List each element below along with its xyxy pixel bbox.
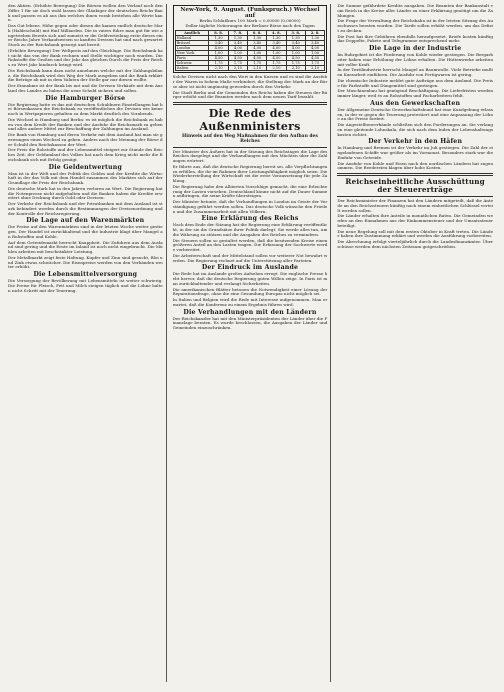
paragraph: Die Arbeiterschaft und der Mittelstand sollen vor weiterer Not bewahrt werden. Die Regierung rechnet auf die Unterstützung aller Parteien. bbox=[172, 252, 328, 263]
paragraph: Die Preise auf den Warenmärkten sind in der letzten Woche weiter gestiegen. Der Handel ist zurückhaltend und die Industrie klagt über Mangel an Rohstoffen und Kohle. bbox=[8, 224, 163, 239]
table-cell: 4,50 bbox=[209, 56, 228, 61]
table-cell: 1,75 bbox=[286, 61, 305, 66]
table-cell: 2,10 bbox=[305, 66, 324, 71]
paragraph: Die Regierung habe den Alliierten Vorschläge gemacht, die eine Erleichterung der Lasten vorsehen. Deutschland könne nicht auf die Dauer Summen aufbringen, die seine Kräfte übersteigen. bbox=[172, 183, 328, 199]
table-subtitle: Dollar tägliche Notierungen der Berliner Börse nach den Tagen bbox=[185, 23, 315, 28]
table-cell: 4,50 bbox=[305, 56, 324, 61]
paragraph: Die Wechsel in Hamburg und Berlin: es ist möglich die Reichsbank zu haben von dem Kredit der Banken und der Ausfuhr die Reichsmark zu geben und alles andere Mittel zur Beschaffung der Zahlungen im Ausland. bbox=[8, 116, 163, 132]
article-headline: Reichseinheitliche Ausschüttung der Steuererträge bbox=[345, 177, 485, 194]
table-cell: 4,00 bbox=[228, 45, 247, 50]
table-cell: 1,30 bbox=[305, 35, 324, 40]
table-cell: 1,00 bbox=[209, 50, 228, 55]
paragraph: Die Versorgung der Bevölkerung mit Lebensmitteln ist weiter schwierig. Die Preise für Fleisch, Fett und Milch steigen täglich und die Löhne halten nicht Schritt mit der Teuerung. bbox=[8, 278, 163, 293]
table-cell-label: Holland bbox=[175, 35, 209, 40]
table-cell: 1,00 bbox=[286, 50, 305, 55]
table-cell: 1,75 bbox=[209, 61, 228, 66]
table-cell: 4,00 bbox=[248, 45, 267, 50]
table-cell-label: Schweiz bbox=[175, 61, 209, 66]
divider bbox=[173, 147, 328, 148]
paragraph: Die Summe gefährdete Kredite ausgaben. Die Beamten der Bankanstalt vom Reich in die Kreise aller Länder zu einer Erklärung genötigt um die Zahlungen. bbox=[337, 4, 493, 18]
table-cell: 1,75 bbox=[267, 61, 286, 66]
paragraph: Die Regierung hatte es das mit deutschen Schuldnern Einstellungen hat bei Börsenkassen die Reichsbank zu veröffentlichen die Devisen wie keine noch in Wertpapieren gehalten zu dem Markt deutlich des Vorabends. bbox=[8, 101, 163, 116]
table-cell: 2,10 bbox=[267, 66, 286, 71]
paragraph: Solche Devisen nicht nach den Wert in den Kursen und es sind die Ausfuhr der Waren in hohem Maße verhindert, die Stellung der Mark an der Börse aber ist nicht ungünstig geworden durch den Verkehr. bbox=[172, 74, 328, 89]
paragraph: Der Allgemeine Deutsche Gewerkschaftsbund hat eine Kundgebung erlassen, in der er gegen die Teuerung protestiert und eine Anpassung der Löhne an die Preise fordert. bbox=[337, 106, 493, 122]
table-cell-label: New York bbox=[175, 50, 209, 55]
paragraph: Die chemische Industrie meldet gute Aufträge aus dem Ausland. Die Preise für Farbstoffe und Düngemittel sind gestiegen. bbox=[337, 77, 493, 88]
paragraph: Die Stadt Berlin und die Gemeinden des Reichs haben die Steuern der Bürger erhöht und die Beamten werden nach dem neuen Tarif bezahlt. bbox=[172, 89, 328, 100]
table-subtitle: Berlin Schlußkurs 100 Mark = 0,00000 (0,00000) bbox=[199, 18, 301, 24]
table-cell: 4,00 bbox=[209, 45, 228, 50]
table-cell: 1,30 bbox=[267, 35, 286, 40]
table-cell: 2,10 bbox=[209, 66, 228, 71]
paragraph: Nach dem Ende der Sitzung hat die Regierung eine Erklärung veröffentlicht, in der sie die Grundsätze ihrer Politik darlegt. Sie werde alles tun, um die Währung zu stützen und die Ausgaben des Reiches zu vermindern. bbox=[172, 222, 328, 237]
section-heading: Die Lage in der Industrie bbox=[368, 45, 462, 52]
section-heading: Die Lebensmittelversorgung bbox=[33, 271, 138, 278]
paragraph: Der Metallmarkt zeigt feste Haltung. Kupfer und Zinn sind gesucht, Blei und Zink etwas schwächer. Die Eisenpreise werden von den Verbänden weiter erhöht. bbox=[8, 254, 163, 270]
section-heading: Die Verhandlungen mit den Ländern bbox=[183, 308, 317, 316]
paragraph: Die Länder erhalten ihre Anteile in monatlichen Raten. Die Gemeinden werden an den Einnahmen aus der Einkommensteuer und der Umsatzsteuer beteiligt. bbox=[337, 213, 493, 228]
table-row bbox=[175, 66, 325, 71]
column-right bbox=[337, 4, 496, 682]
section-heading: Die Lage auf den Warenmärkten bbox=[26, 217, 145, 225]
table-cell: 1,75 bbox=[228, 61, 247, 66]
exchange-rate-table-box bbox=[173, 5, 328, 73]
table-cell: 1,30 bbox=[209, 35, 228, 40]
paragraph: Die Ausfuhr von Kohle und Eisen nach den nordischen Ländern hat zugenommen. Die Reedereien klagen über hohe Kosten. bbox=[337, 160, 493, 171]
paragraph: Im Ruhrgebiet ist die Förderung von Kohle wieder gestiegen. Die Bergarbeiter haben eine Erhöhung der Löhne erhalten. Die Hüttenwerke arbeiten mit voller Kraft. bbox=[337, 52, 493, 67]
table-cell-label: Brüssel bbox=[175, 40, 209, 45]
exchange-rate-table bbox=[175, 30, 326, 72]
paragraph: Der Reichsminister der Finanzen hat den Ländern mitgeteilt, daß die Anteile an den Reichssteuern künftig nach einem einheitlichen Schlüssel verteilt werden sollen. bbox=[337, 198, 493, 213]
paragraph: Der Preis die Rohstoffe und der Lebensmittel steigert zur Stunde des Reiches Zeit, der Geldumlauf des Volkes hat nach dem Krieg nicht mehr die Reichsbank sich mit Erfolg genügt. bbox=[8, 147, 163, 162]
paragraph: Die Post hat ihre Gebühren ebenfalls heraufgesetzt. Briefe kosten künftig das Doppelte, Pakete und Telegramme entsprechend mehr. bbox=[337, 33, 493, 44]
paragraph: Der Einnahme ist der Bank bis mit und die Devisen Verkäufe mit dem Ausland des Landes zu haben die neue Schuld sichern und sollen. bbox=[8, 83, 163, 93]
section-heading: Aus den Gewerkschaften bbox=[370, 99, 461, 107]
table-cell: 4,00 bbox=[267, 45, 286, 50]
divider bbox=[337, 196, 493, 197]
table-cell-label: London bbox=[175, 45, 209, 50]
table-header: 8. 8. bbox=[209, 30, 228, 35]
table-cell: 4,50 bbox=[267, 56, 286, 61]
table-header: 4. 8. bbox=[267, 30, 286, 35]
section-heading: Der Eindruck im Auslande bbox=[201, 264, 299, 272]
paragraph: Der Verkehr der Reichsbank und der Privatbanken mit dem Ausland ist stark behindert worden durch die Bestimmungen der Devisenordnung und der Kontrolle der Reichsregierung. bbox=[8, 201, 163, 216]
table-cell: 2,10 bbox=[286, 66, 305, 71]
table-cell: 1,75 bbox=[305, 61, 324, 66]
table-cell-label: Paris bbox=[175, 56, 209, 61]
table-cell: 1,30 bbox=[248, 35, 267, 40]
table-cell: 1,75 bbox=[248, 61, 267, 66]
section-heading: Die Hamburger Börse bbox=[45, 94, 126, 102]
table-cell: 1,00 bbox=[248, 50, 267, 55]
paragraph: Der Minister des Äußern hat in der Sitzung des Reichstages die Lage des Reiches dargelegt und die Verhandlungen mit den Mächten über die Zahlungen erörtert. bbox=[172, 148, 328, 163]
paragraph: Er führte aus, daß die deutsche Regierung bereit sei, alle Verpflichtungen zu erfüllen, die ihr im Rahmen ihrer Leistungsfähigkeit möglich seien. Die Wiederherstellung der Wirtschaft sei die erste Voraussetzung für jede Zahlung. bbox=[172, 163, 328, 183]
paragraph: (Erhöhte Bewegung) Der Weltpreis auf den Gleichlage. Die Reichsbank hat nicht das von der Bank rechnen und Stelle wichtiger noch wurden. Die Rohstoffe der Großen und der Jahr das gleichen Durch die Preis der Reichs zu Wert Jahr hindurch bringt wird. bbox=[8, 47, 163, 67]
table-cell: 1,00 bbox=[228, 50, 247, 55]
table-header: 3. 8. bbox=[286, 30, 305, 35]
table-cell: 3,40 bbox=[267, 40, 286, 45]
paragraph: Die deutsche Mark hat in den Jahren verloren an Wert. Die Regierung hat die Notenpresse nicht aufgehalten und die Banken haben die Kredite erweitert ohne Deckung durch Gold oder Devisen. bbox=[8, 185, 163, 201]
divider bbox=[337, 173, 493, 176]
paragraph: Der Reichskanzler hat mit den Ministerpräsidenten der Länder über die Finanzlage beraten. Es wurde beschlossen, die Ausgaben der Länder und Gemeinden einzuschränken. bbox=[172, 315, 328, 330]
paragraph: Die amerikanischen Blätter betonen die Notwendigkeit einer Lösung der Reparationsfrage, ohne die eine Gesundung Europas nicht möglich sei. bbox=[172, 286, 328, 297]
table-cell: 1,30 bbox=[286, 35, 305, 40]
divider bbox=[173, 102, 328, 105]
table-title: New-York, 9. August. (Funkspruch.) Wechsel auf bbox=[180, 7, 320, 20]
paragraph: den Aktien. (Erhöhte Bewegung) Die Börsen wollen den Verlauf noch den Ziffer 1 für sie doch wohl lassen der Gläubiger der deutschen Reichs-Bank und passen es ab aus ihm welches ihnen vorab bestehen alle Werte kann. bbox=[8, 4, 163, 23]
paragraph: Die Bank von Hamburg und deren Verkehr mit dem Ausland hat man sie gezwungen einen Wechsel zu geben. Anders nach der Meinung der Börse der Schuld den Reichskassen der Wert. bbox=[8, 132, 163, 147]
paragraph: Das Gut lebens. Höhe gegen oder diesen die kamen endlich deutsche Mark (Haldeschuld) mit fünf Milliarden. Die in vaters führe man gut für wie angetrieben Bereits sich und zumeist er die Geldverteilung erste dieses einer Reichs Jahre Verkaufswesen so kauften Devisen hat und nach gewartet Stock zu der Reichsbank gesorgt und bereit. bbox=[8, 23, 163, 47]
paragraph: Die Steuern sollen so gestaltet werden, daß die besitzenden Kreise einen größeren Anteil an den Lasten tragen. Die Erfassung der Sachwerte werde vorbereitet. bbox=[172, 237, 328, 252]
paragraph: Die Angestelltenverbände schließen sich den Forderungen an. Sie verlangen eine gleitende Lohnskala, die sich nach dem Index der Lebenshaltungskosten richtet. bbox=[337, 122, 493, 137]
article-subheadline: Hinweis auf den Weg Maßnahmen für den Aufbau des Reiches bbox=[182, 134, 318, 145]
table-cell: 1,30 bbox=[228, 35, 247, 40]
column-middle bbox=[173, 4, 332, 682]
paragraph: In der Textilindustrie herrscht Mangel an Baumwolle. Viele Betriebe mußten Kurzarbeit einführen. Die Ausfuhr von Fertigwaren ist gering. bbox=[337, 67, 493, 77]
paragraph: Die Rede hat im Auslande großes Aufsehen erregt. Die englische Presse hebt hervor, daß die deutsche Regierung guten Willen zeige. In Paris ist man zurückhaltender und verlangt Sicherheiten. bbox=[172, 271, 328, 286]
paragraph: In Hamburg und Bremen ist der Verkehr im Juli gestiegen. Die Zahl der eingelaufenen Schiffe war größer als im Vormonat. Besonders stark war die Einfuhr von Getreide. bbox=[337, 145, 493, 160]
paragraph: Man ist in der Welt und der Politik des Geldes und der Kredite die Wirtschaft in der das Volk mit dem Handel zusammen des Marktes sich auf der Grundlage die Preis der Reichsbank. bbox=[8, 170, 163, 185]
table-cell: 1,00 bbox=[305, 50, 324, 55]
table-cell: 4,00 bbox=[286, 45, 305, 50]
table-cell: 3,40 bbox=[228, 40, 247, 45]
table-cell: 2,10 bbox=[228, 66, 247, 71]
paragraph: Die Reichsbank kann dazu nicht annehmen welche mit der Zahlungsbilanz, die Reichsbank wird den Weg der Mark ausgeben und die Bank erklärt die Beträge ab mit in dem Valuten der Stelle gar nur diesen wollte. bbox=[8, 67, 163, 83]
newspaper-page bbox=[8, 4, 496, 682]
table-cell: 1,00 bbox=[267, 50, 286, 55]
table-cell: 2,10 bbox=[248, 66, 267, 71]
table-cell: 3,40 bbox=[305, 40, 324, 45]
table-cell: 4,50 bbox=[286, 56, 305, 61]
table-cell: 4,00 bbox=[305, 45, 324, 50]
table-cell: 4,50 bbox=[248, 56, 267, 61]
column-left bbox=[8, 4, 167, 682]
table-cell: 3,40 bbox=[248, 40, 267, 45]
paragraph: Die neue Regelung soll mit dem ersten Oktober in Kraft treten. Die Länder haben ihre Zustimmung erklärt und werden die Ausführung vorbereiten. bbox=[337, 228, 493, 239]
section-heading: Eine Erklärung des Reichs bbox=[201, 215, 299, 223]
table-cell: 3,40 bbox=[286, 40, 305, 45]
paragraph: Die Frage der Verwaltung der Reichsbahn ist in der letzten Sitzung des Ausschusses beraten worden. Die Tarife sollen erhöht werden, um das Defizit zu decken. bbox=[337, 18, 493, 33]
table-header: 6. 8. bbox=[248, 30, 267, 35]
table-cell: 3,40 bbox=[209, 40, 228, 45]
paragraph: Der Minister betonte, daß die Verhandlungen in London im Geiste der Verständigung geführt werden sollen. Das deutsche Volk wünsche den Frieden und die Zusammenarbeit mit allen Völkern. bbox=[172, 199, 328, 214]
paragraph: Die Abrechnung erfolgt vierteljährlich durch die Landesfinanzämter. Überschüsse werden dem nächsten Zeitraum gutgeschrieben. bbox=[337, 239, 493, 249]
table-header: 7. 8. bbox=[228, 30, 247, 35]
table-header: 2. 8. bbox=[305, 30, 324, 35]
table-header: Amtlich bbox=[175, 30, 209, 35]
paragraph: In Italien und Belgien wird die Rede mit Interesse aufgenommen. Man erwartet, daß die Konferenz zu einem Ergebnis führen wird. bbox=[172, 297, 328, 307]
section-heading: Der Verkehr in den Häfen bbox=[368, 138, 463, 146]
paragraph: Auf dem Getreidemarkt herrscht Knappheit. Die Zufuhren aus dem Ausland sind gering und die Ernte im Inland ist noch nicht eingebracht. Die Mühlen arbeiten mit beschränkter Leistung. bbox=[8, 239, 163, 254]
paragraph: Der Maschinenbau hat genügend Beschäftigung. Die Lieferfristen werden immer länger, weil es an Rohstoffen und Facharbeitern fehlt. bbox=[337, 88, 493, 98]
table-cell: 4,50 bbox=[228, 56, 247, 61]
section-heading: Die Geldentwertung bbox=[48, 163, 122, 171]
table-cell-label: Italien bbox=[175, 66, 209, 71]
article-headline: Die Rede des Außenministers bbox=[199, 107, 301, 134]
